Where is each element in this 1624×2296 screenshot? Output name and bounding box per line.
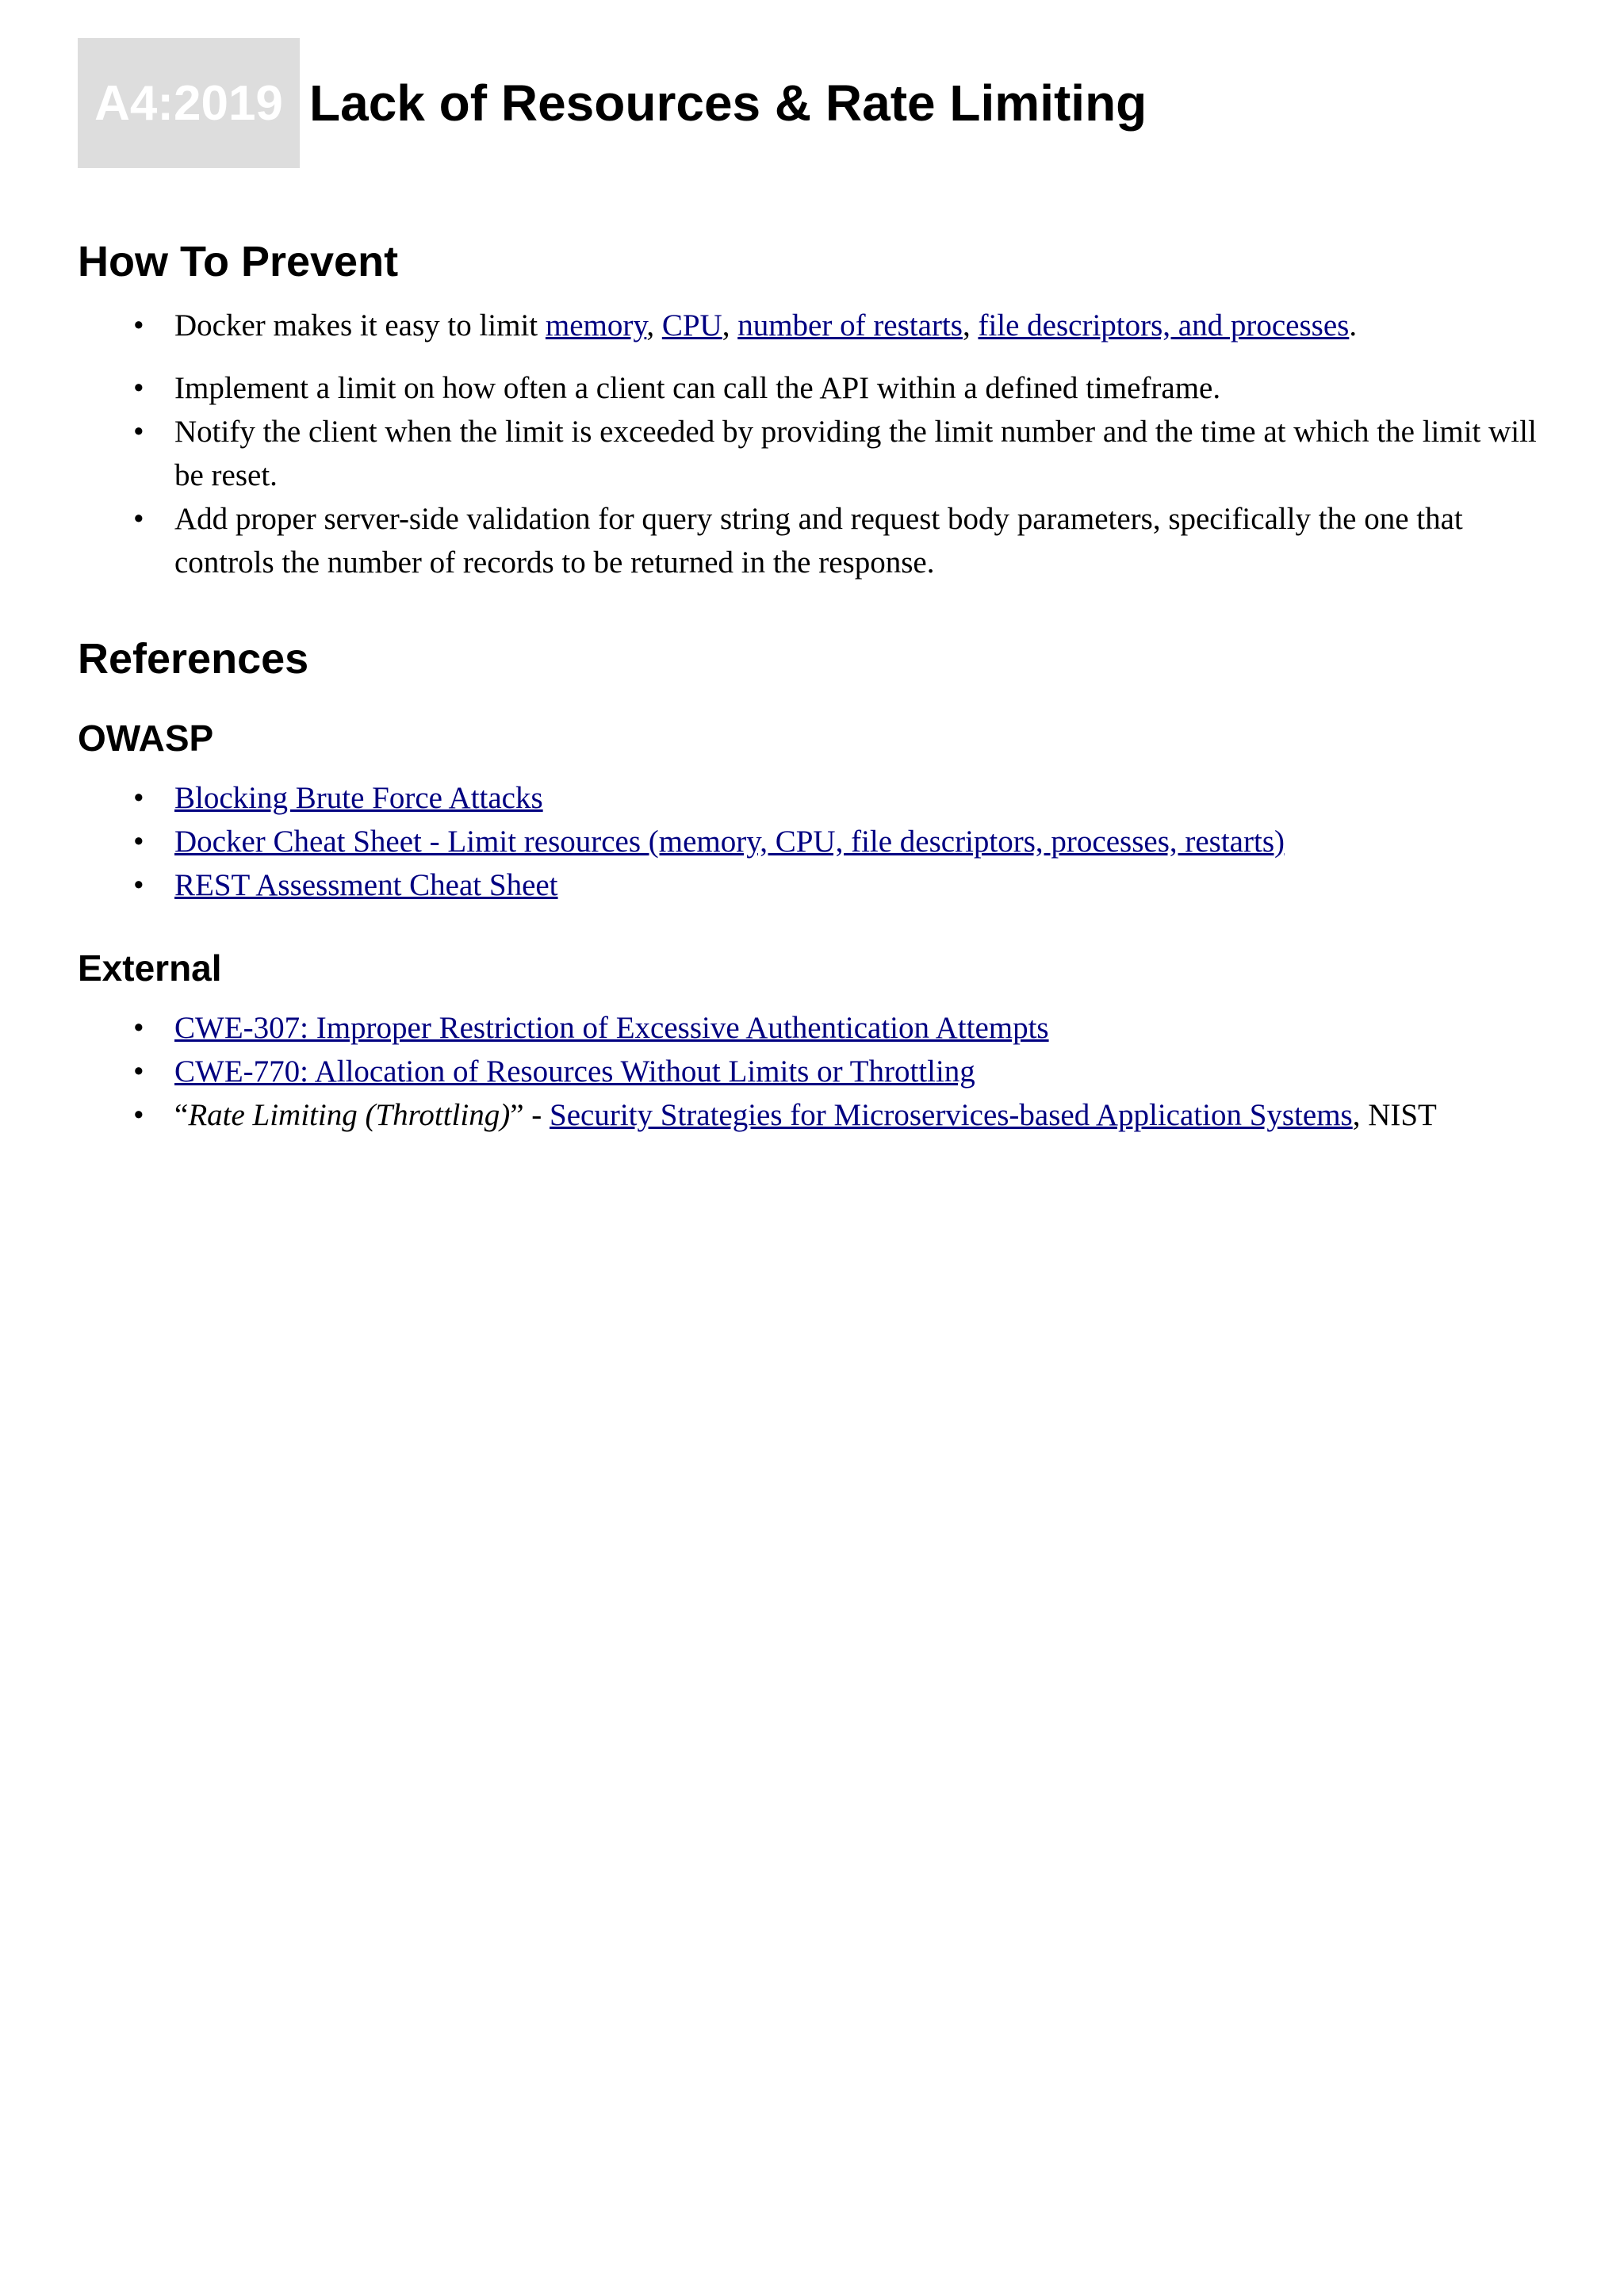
- prevent-list: [78, 304, 1553, 584]
- bullet-icon: •: [133, 867, 144, 902]
- list-item: [78, 776, 1553, 820]
- item-separator: ,: [646, 308, 662, 342]
- bullet-icon: •: [133, 780, 144, 815]
- list-item: [78, 863, 1553, 907]
- list-item: [78, 410, 1553, 497]
- restarts-link[interactable]: number of restarts: [737, 308, 963, 342]
- list-item: [78, 820, 1553, 863]
- cwe-770-link[interactable]: CWE-770: Allocation of Resources Without Limits or Throttling: [174, 1054, 975, 1089]
- list-item: [78, 304, 1553, 347]
- list-item: [78, 366, 1553, 410]
- item-text: Add proper server-side validation for query string and request body parameters, specifically the one that controls the number of records to be returned in the response.: [174, 501, 1463, 580]
- title-row: [78, 38, 1553, 168]
- bullet-icon: •: [133, 824, 144, 859]
- list-item: [78, 1093, 1553, 1137]
- cwe-307-link[interactable]: CWE-307: Improper Restriction of Excessive Authentication Attempts: [174, 1010, 1049, 1045]
- bullet-icon: •: [133, 308, 144, 342]
- item-suffix: .: [1349, 308, 1358, 342]
- brute-force-link[interactable]: Blocking Brute Force Attacks: [174, 780, 543, 815]
- owasp-heading: OWASP: [78, 717, 214, 759]
- category-badge: A4:2019: [78, 38, 300, 168]
- docker-cheat-sheet-link[interactable]: Docker Cheat Sheet - Limit resources (memory, CPU, file descriptors, processes, restarts): [174, 824, 1285, 859]
- references-heading: References: [78, 634, 309, 683]
- list-item: [78, 1050, 1553, 1093]
- list-item: [78, 497, 1553, 584]
- bullet-icon: •: [133, 370, 144, 405]
- item-separator: ,: [722, 308, 738, 342]
- bullet-icon: •: [133, 1054, 144, 1089]
- list-item: [78, 1006, 1553, 1050]
- item-text: Docker makes it easy to limit: [174, 308, 546, 342]
- external-list: [78, 1006, 1553, 1137]
- bullet-icon: •: [133, 1010, 144, 1045]
- nist-suffix: , NIST: [1352, 1097, 1437, 1132]
- item-text: Notify the client when the limit is exceeded by providing the limit number and the time at which the limit will be reset.: [174, 414, 1537, 492]
- memory-link[interactable]: memory: [545, 308, 647, 342]
- cpu-link[interactable]: CPU: [661, 308, 722, 342]
- bullet-icon: •: [133, 1097, 144, 1132]
- rate-limiting-title: Rate Limiting (Throttling): [188, 1097, 511, 1132]
- rest-assessment-link[interactable]: REST Assessment Cheat Sheet: [174, 867, 558, 902]
- bullet-icon: •: [133, 414, 144, 449]
- document-page: [78, 38, 1553, 1137]
- close-quote: ” -: [510, 1097, 550, 1132]
- page-title: Lack of Resources & Rate Limiting: [309, 75, 1147, 132]
- external-heading: External: [78, 947, 222, 989]
- owasp-list: [78, 776, 1553, 907]
- nist-microservices-link[interactable]: Security Strategies for Microservices-based Application Systems: [550, 1097, 1353, 1132]
- how-to-prevent-heading: How To Prevent: [78, 238, 399, 285]
- item-text: Implement a limit on how often a client can call the API within a defined timeframe.: [174, 370, 1221, 405]
- open-quote: “: [174, 1097, 189, 1132]
- bullet-icon: •: [133, 501, 144, 536]
- file-descriptors-link[interactable]: file descriptors, and processes: [978, 308, 1350, 342]
- item-separator: ,: [962, 308, 979, 342]
